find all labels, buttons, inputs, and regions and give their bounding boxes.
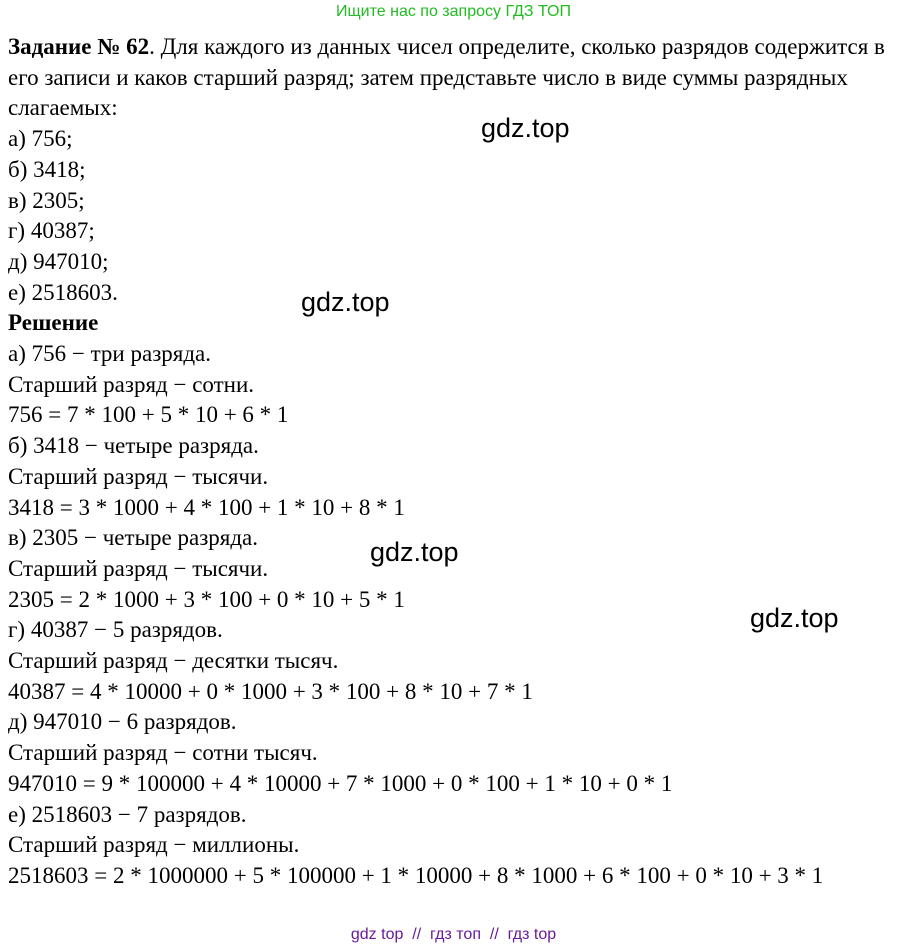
watermark: gdz.top <box>301 287 390 317</box>
solution-line: д) 947010 − 6 разрядов. <box>8 709 237 735</box>
watermark: gdz.top <box>750 603 839 633</box>
solution-line: Старший разряд − десятки тысяч. <box>8 648 339 674</box>
solution-line: 2518603 = 2 * 1000000 + 5 * 100000 + 1 * 10000 + 8 * 1000 + 6 * 100 + 0 * 10 + 3 * 1 <box>8 862 824 888</box>
task-text: . Для каждого из данных чисел определите, сколько разрядов содержится в его записи и каков старший разряд; затем представьте число в виде суммы разрядных слагаемых: <box>8 34 885 121</box>
solution-line: б) 3418 − четыре разряда. <box>8 433 259 459</box>
solution-line: Старший разряд − сотни тысяч. <box>8 740 318 766</box>
solution-line: Старший разряд − тысячи. <box>8 463 269 489</box>
solution-line: а) 756 − три разряда. <box>8 341 212 367</box>
header-search-link[interactable]: Ищите нас по запросу ГДЗ ТОП <box>336 3 571 20</box>
watermark: gdz.top <box>481 113 570 143</box>
solution-line: 947010 = 9 * 100000 + 4 * 10000 + 7 * 1000 + 0 * 100 + 1 * 10 + 0 * 1 <box>8 770 673 796</box>
task-item: б) 3418; <box>8 156 86 182</box>
watermark: gdz.top <box>370 537 459 567</box>
solution-line: е) 2518603 − 7 разрядов. <box>8 801 247 827</box>
footer-links[interactable]: gdz top // гдз топ // гдз top <box>350 926 557 943</box>
solution-line: г) 40387 − 5 разрядов. <box>8 617 223 643</box>
task-heading: Задание № 62 <box>8 34 150 59</box>
solution-line: Старший разряд − тысячи. <box>8 555 269 581</box>
task-item: в) 2305; <box>8 187 85 213</box>
solution-line: 40387 = 4 * 10000 + 0 * 1000 + 3 * 100 + 8 * 10 + 7 * 1 <box>8 678 533 704</box>
task-item: г) 40387; <box>8 218 95 244</box>
task-item: д) 947010; <box>8 248 109 274</box>
solution-line: 2305 = 2 * 1000 + 3 * 100 + 0 * 10 + 5 * 1 <box>8 586 405 612</box>
task-item: а) 756; <box>8 126 73 152</box>
solution-line: Старший разряд − сотни. <box>8 371 255 397</box>
solution-line: Старший разряд − миллионы. <box>8 832 300 858</box>
task-statement <box>8 32 903 124</box>
solution-line: в) 2305 − четыре разряда. <box>8 525 259 551</box>
solution-line: 3418 = 3 * 1000 + 4 * 100 + 1 * 10 + 8 * 1 <box>8 494 405 520</box>
task-document <box>8 32 903 892</box>
solution-line: 756 = 7 * 100 + 5 * 10 + 6 * 1 <box>8 402 289 428</box>
task-item: е) 2518603. <box>8 279 118 305</box>
solution-heading: Решение <box>8 310 99 336</box>
